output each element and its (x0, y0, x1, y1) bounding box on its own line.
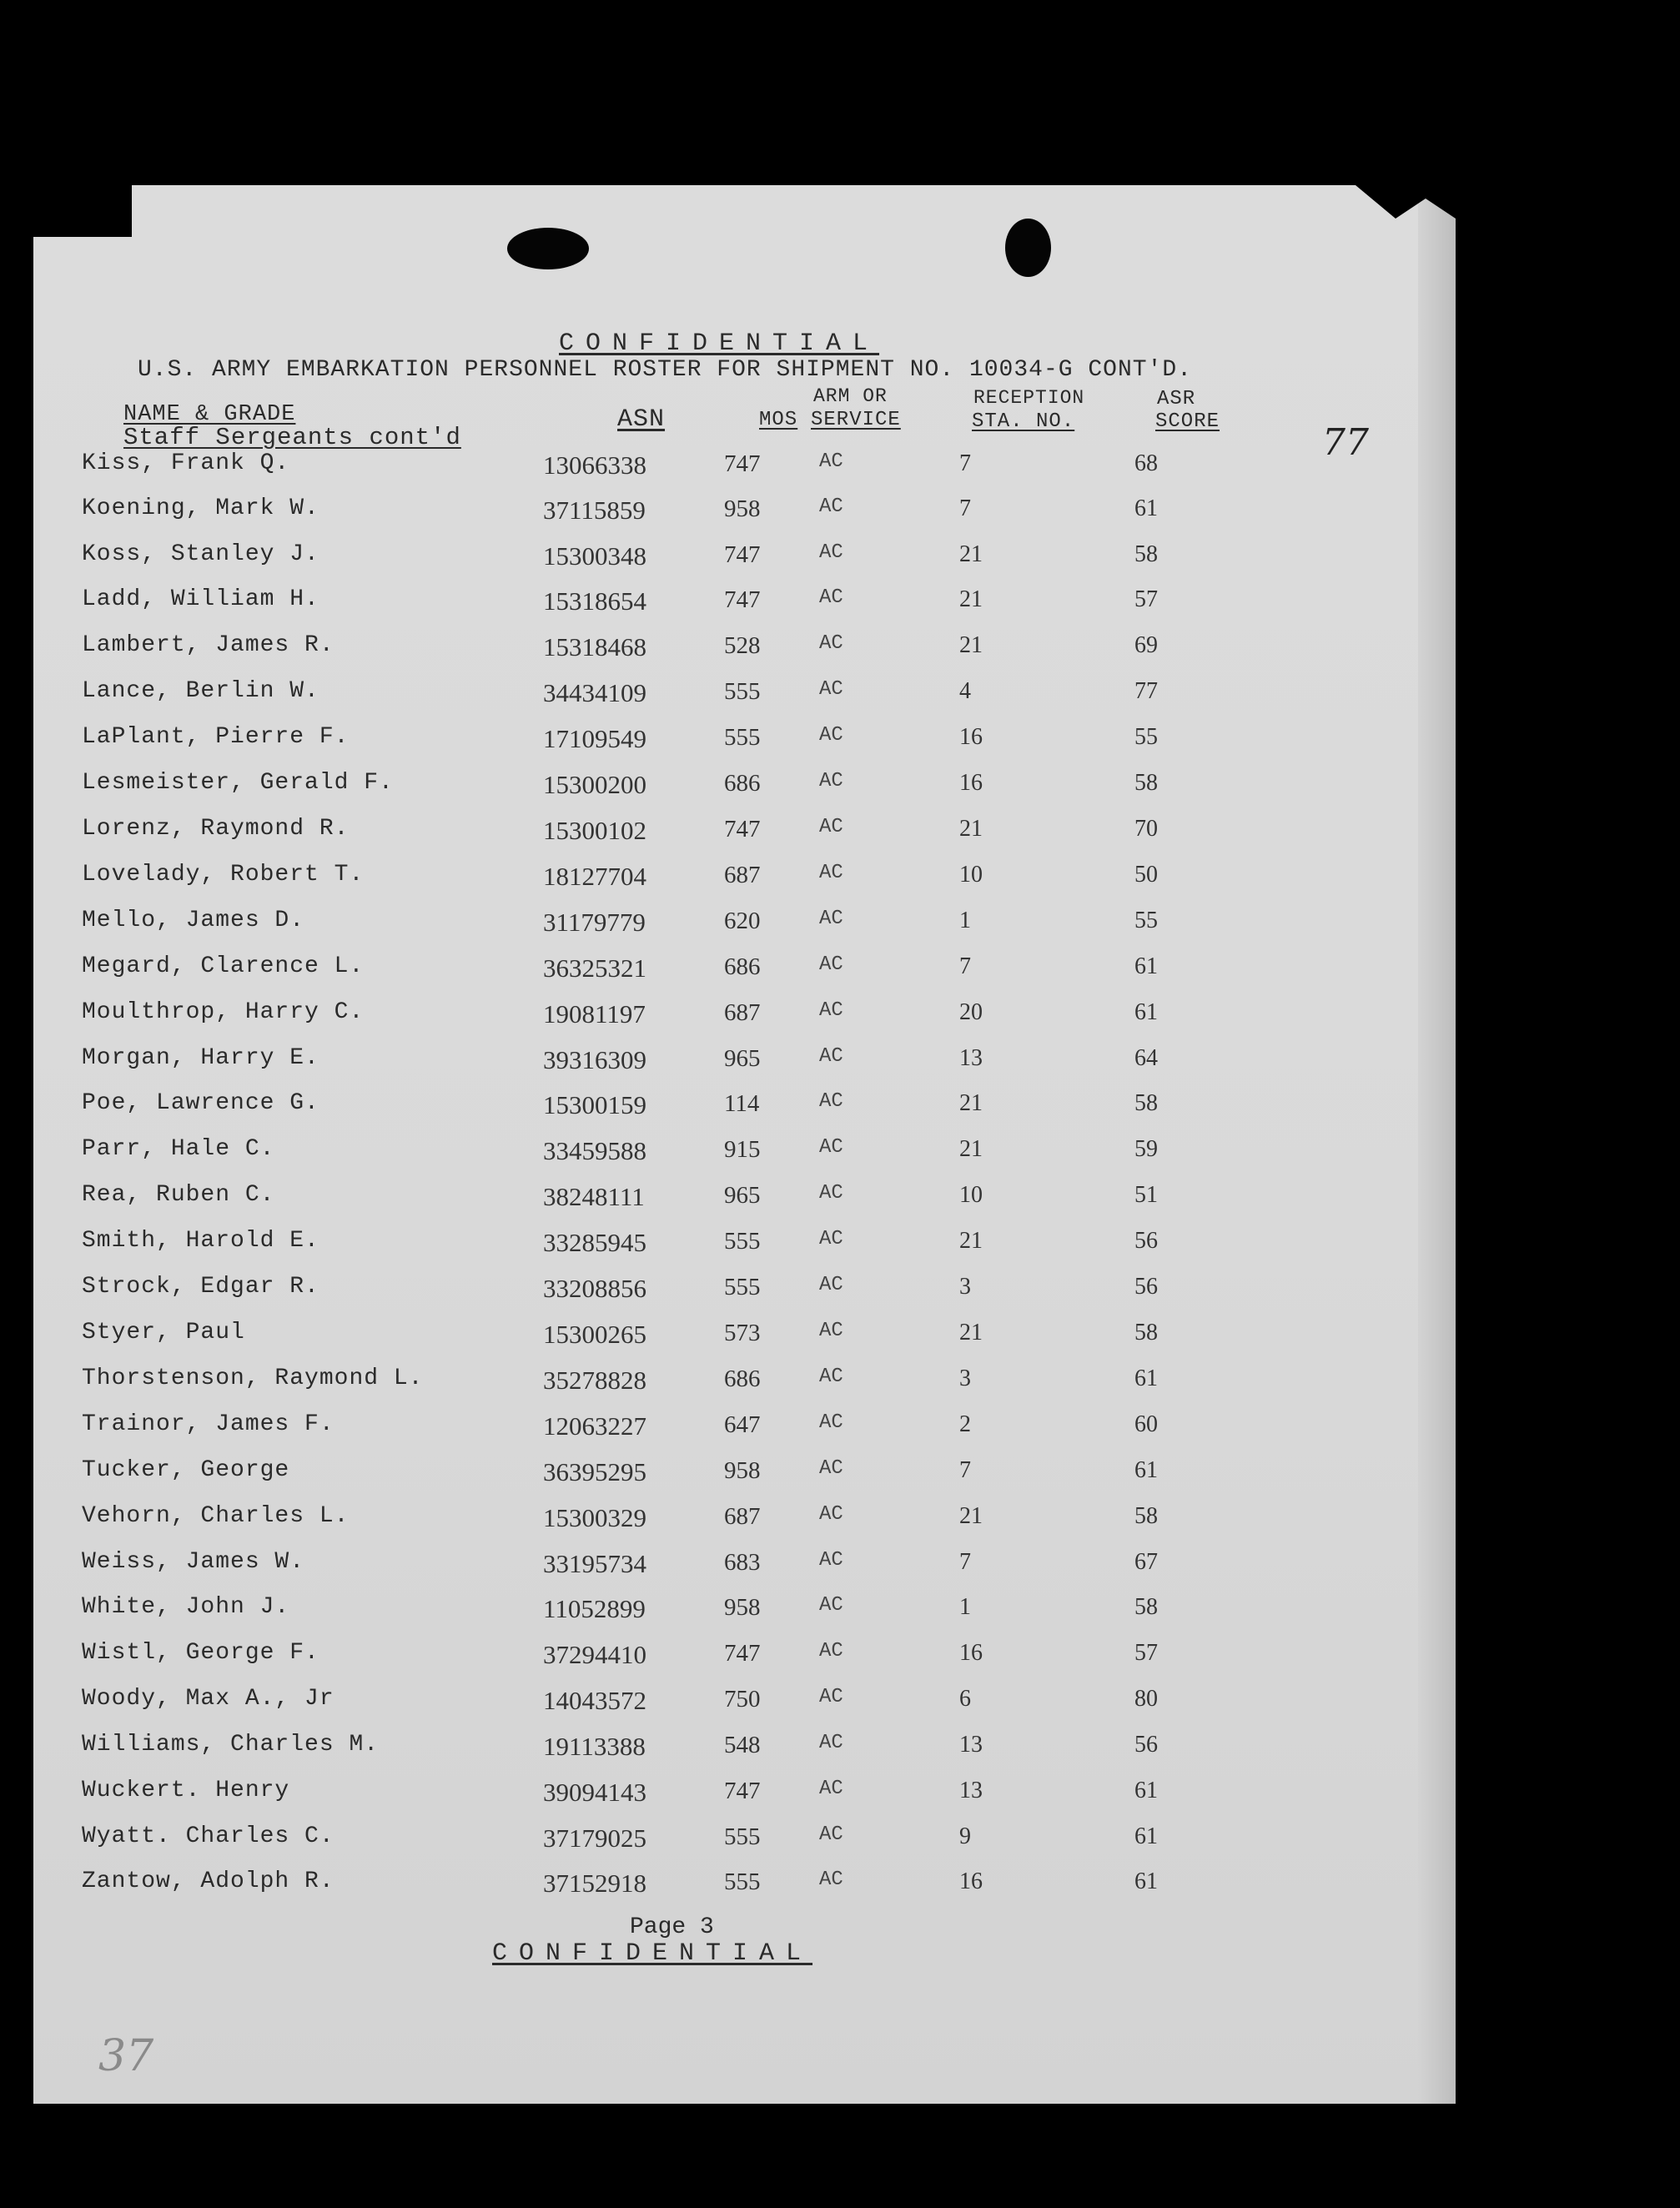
reception-cell: 21 (959, 632, 983, 658)
arm-cell: AC (819, 450, 843, 473)
arm-cell: AC (819, 816, 843, 838)
asr-cell: 61 (1134, 1823, 1158, 1849)
asn-cell: 19113388 (543, 1732, 646, 1761)
name-cell: Parr, Hale C. (82, 1136, 275, 1162)
table-row (0, 1503, 1422, 1537)
asr-cell: 50 (1134, 862, 1158, 888)
col-header-asr-2: SCORE (1155, 410, 1220, 433)
mos-cell: 555 (724, 724, 761, 751)
asr-cell: 64 (1134, 1045, 1158, 1071)
asr-cell: 51 (1134, 1182, 1158, 1208)
asr-cell: 58 (1134, 1503, 1158, 1529)
name-cell: Lesmeister, Gerald F. (82, 770, 394, 796)
arm-cell: AC (819, 586, 843, 609)
col-header-asr-1: ASR (1157, 388, 1196, 410)
asn-cell: 15300200 (543, 770, 646, 799)
mos-cell: 747 (724, 1640, 761, 1667)
arm-cell: AC (819, 862, 843, 884)
asn-cell: 34434109 (543, 678, 646, 707)
asn-cell: 15318468 (543, 632, 646, 661)
col-header-arm-1: ARM OR (813, 385, 888, 407)
col-header-name-grade: NAME & GRADE (123, 402, 296, 427)
name-cell: Wistl, George F. (82, 1640, 319, 1666)
classification-header: CONFIDENTIAL (559, 329, 880, 358)
reception-cell: 3 (959, 1366, 971, 1391)
arm-cell: AC (819, 1320, 843, 1342)
table-row (0, 1090, 1422, 1124)
arm-cell: AC (819, 953, 843, 976)
arm-cell: AC (819, 1274, 843, 1296)
mos-cell: 555 (724, 1869, 761, 1895)
reception-cell: 9 (959, 1823, 971, 1849)
name-cell: Rea, Ruben C. (82, 1182, 275, 1208)
reception-cell: 1 (959, 1594, 971, 1620)
name-cell: Koening, Mark W. (82, 495, 319, 521)
asn-cell: 12063227 (543, 1411, 646, 1441)
name-cell: Megard, Clarence L. (82, 953, 365, 979)
name-cell: Smith, Harold E. (82, 1228, 319, 1254)
reception-cell: 2 (959, 1411, 971, 1437)
table-row (0, 953, 1422, 987)
name-cell: Williams, Charles M. (82, 1732, 380, 1758)
asn-cell: 15300348 (543, 541, 646, 571)
asn-cell: 37152918 (543, 1869, 646, 1898)
table-row (0, 1549, 1422, 1582)
mos-cell: 747 (724, 450, 761, 477)
asn-cell: 37179025 (543, 1823, 646, 1853)
mos-cell: 686 (724, 1366, 761, 1392)
asr-cell: 57 (1134, 1640, 1158, 1666)
asn-cell: 38248111 (543, 1182, 645, 1211)
name-cell: Thorstenson, Raymond L. (82, 1366, 424, 1391)
asn-cell: 33459588 (543, 1136, 646, 1165)
asn-cell: 15300159 (543, 1090, 646, 1119)
asr-cell: 61 (1134, 1457, 1158, 1483)
asn-cell: 13066338 (543, 450, 646, 480)
table-row (0, 724, 1422, 757)
page-number: Page 3 (630, 1914, 714, 1940)
table-row (0, 816, 1422, 849)
mos-cell: 965 (724, 1182, 761, 1209)
table-row (0, 1594, 1422, 1627)
reception-cell: 21 (959, 1320, 983, 1345)
reception-cell: 13 (959, 1778, 983, 1803)
name-cell: Lambert, James R. (82, 632, 334, 658)
table-row (0, 1640, 1422, 1673)
table-row (0, 678, 1422, 712)
classification-footer: CONFIDENTIAL (492, 1939, 813, 1968)
reception-cell: 7 (959, 953, 971, 979)
name-cell: Lovelady, Robert T. (82, 862, 365, 888)
arm-cell: AC (819, 1778, 843, 1800)
table-row (0, 770, 1422, 803)
section-label: Staff Sergeants cont'd (123, 424, 461, 451)
reception-cell: 7 (959, 450, 971, 476)
asn-cell: 37115859 (543, 495, 646, 525)
mos-cell: 687 (724, 1503, 761, 1530)
name-cell: Lorenz, Raymond R. (82, 816, 350, 842)
table-row (0, 1457, 1422, 1491)
arm-cell: AC (819, 1549, 843, 1572)
table-row (0, 1869, 1422, 1902)
arm-cell: AC (819, 1594, 843, 1617)
name-cell: Lance, Berlin W. (82, 678, 319, 704)
asr-cell: 67 (1134, 1549, 1158, 1575)
mos-cell: 555 (724, 678, 761, 705)
handwritten-mark-bottom-left: 37 (98, 2031, 154, 2081)
asn-cell: 11052899 (543, 1594, 646, 1623)
asr-cell: 68 (1134, 450, 1158, 476)
asr-cell: 61 (1134, 1869, 1158, 1894)
name-cell: LaPlant, Pierre F. (82, 724, 350, 750)
name-cell: Ladd, William H. (82, 586, 319, 612)
asr-cell: 70 (1134, 816, 1158, 842)
asn-cell: 15300102 (543, 816, 646, 845)
table-row (0, 1823, 1422, 1857)
name-cell: Wyatt. Charles C. (82, 1823, 334, 1849)
reception-cell: 1 (959, 908, 971, 933)
name-cell: Zantow, Adolph R. (82, 1869, 334, 1894)
asr-cell: 77 (1134, 678, 1158, 704)
mos-cell: 683 (724, 1549, 761, 1576)
asr-cell: 69 (1134, 632, 1158, 658)
mos-cell: 750 (724, 1686, 761, 1713)
arm-cell: AC (819, 541, 843, 564)
mos-cell: 915 (724, 1136, 761, 1163)
reception-cell: 16 (959, 724, 983, 750)
asn-cell: 36395295 (543, 1457, 646, 1486)
reception-cell: 16 (959, 770, 983, 796)
name-cell: Mello, James D. (82, 908, 305, 933)
name-cell: Tucker, George (82, 1457, 290, 1483)
mos-cell: 620 (724, 908, 761, 934)
name-cell: Strock, Edgar R. (82, 1274, 319, 1300)
table-row (0, 862, 1422, 895)
reception-cell: 7 (959, 495, 971, 521)
mos-cell: 686 (724, 953, 761, 980)
handwritten-mark-top-right: 77 (1322, 421, 1369, 464)
reception-cell: 10 (959, 1182, 983, 1208)
mos-cell: 686 (724, 770, 761, 797)
reception-cell: 13 (959, 1045, 983, 1071)
asn-cell: 19081197 (543, 999, 646, 1029)
table-row (0, 999, 1422, 1033)
asr-cell: 59 (1134, 1136, 1158, 1162)
name-cell: Woody, Max A., Jr (82, 1686, 334, 1712)
asn-cell: 36325321 (543, 953, 646, 983)
punch-hole-left (507, 228, 589, 269)
reception-cell: 20 (959, 999, 983, 1025)
arm-cell: AC (819, 1136, 843, 1159)
arm-cell: AC (819, 908, 843, 930)
name-cell: White, John J. (82, 1594, 290, 1620)
reception-cell: 21 (959, 1090, 983, 1116)
table-row (0, 586, 1422, 620)
asn-cell: 15300329 (543, 1503, 646, 1532)
reception-cell: 7 (959, 1549, 971, 1575)
asn-cell: 18127704 (543, 862, 646, 891)
asr-cell: 58 (1134, 1320, 1158, 1345)
arm-cell: AC (819, 724, 843, 747)
mos-cell: 647 (724, 1411, 761, 1438)
asn-cell: 31179779 (543, 908, 646, 937)
table-row (0, 1182, 1422, 1215)
mos-cell: 747 (724, 586, 761, 613)
col-header-asn: ASN (617, 405, 666, 434)
asr-cell: 57 (1134, 586, 1158, 612)
arm-cell: AC (819, 1503, 843, 1526)
mos-cell: 958 (724, 1457, 761, 1484)
asr-cell: 55 (1134, 908, 1158, 933)
asr-cell: 58 (1134, 1594, 1158, 1620)
mos-cell: 747 (724, 541, 761, 568)
mos-cell: 573 (724, 1320, 761, 1346)
arm-cell: AC (819, 1640, 843, 1662)
mos-cell: 687 (724, 862, 761, 888)
name-cell: Wuckert. Henry (82, 1778, 290, 1803)
reception-cell: 21 (959, 1136, 983, 1162)
asn-cell: 35278828 (543, 1366, 646, 1395)
asr-cell: 56 (1134, 1274, 1158, 1300)
asn-cell: 15318654 (543, 586, 646, 616)
arm-cell: AC (819, 1182, 843, 1205)
asr-cell: 61 (1134, 1366, 1158, 1391)
table-row (0, 1228, 1422, 1261)
asn-cell: 33195734 (543, 1549, 646, 1578)
arm-cell: AC (819, 1228, 843, 1250)
arm-cell: AC (819, 1732, 843, 1754)
mos-cell: 687 (724, 999, 761, 1026)
asr-cell: 61 (1134, 953, 1158, 979)
asr-cell: 61 (1134, 495, 1158, 521)
mos-cell: 958 (724, 1594, 761, 1621)
asn-cell: 33285945 (543, 1228, 646, 1257)
reception-cell: 6 (959, 1686, 971, 1712)
reception-cell: 21 (959, 816, 983, 842)
mos-cell: 528 (724, 632, 761, 659)
asn-cell: 17109549 (543, 724, 646, 753)
name-cell: Morgan, Harry E. (82, 1045, 319, 1071)
asr-cell: 61 (1134, 1778, 1158, 1803)
arm-cell: AC (819, 1869, 843, 1891)
arm-cell: AC (819, 1457, 843, 1480)
asn-cell: 37294410 (543, 1640, 646, 1669)
reception-cell: 16 (959, 1869, 983, 1894)
reception-cell: 3 (959, 1274, 971, 1300)
arm-cell: AC (819, 1366, 843, 1388)
arm-cell: AC (819, 1090, 843, 1113)
punch-hole-right (1005, 219, 1051, 277)
reception-cell: 21 (959, 1503, 983, 1529)
asr-cell: 58 (1134, 541, 1158, 567)
name-cell: Styer, Paul (82, 1320, 245, 1345)
table-row (0, 450, 1422, 484)
table-row (0, 1686, 1422, 1719)
col-header-mos: MOS (759, 409, 798, 431)
arm-cell: AC (819, 1686, 843, 1708)
asn-cell: 39094143 (543, 1778, 646, 1807)
mos-cell: 555 (724, 1228, 761, 1255)
page-edge-shadow (1418, 185, 1456, 2104)
table-row (0, 908, 1422, 941)
asr-cell: 58 (1134, 770, 1158, 796)
asn-cell: 15300265 (543, 1320, 646, 1349)
mos-cell: 747 (724, 1778, 761, 1804)
asr-cell: 61 (1134, 999, 1158, 1025)
table-row (0, 1045, 1422, 1079)
name-cell: Weiss, James W. (82, 1549, 305, 1575)
name-cell: Moulthrop, Harry C. (82, 999, 365, 1025)
table-row (0, 1732, 1422, 1765)
reception-cell: 16 (959, 1640, 983, 1666)
arm-cell: AC (819, 495, 843, 518)
mos-cell: 555 (724, 1274, 761, 1300)
arm-cell: AC (819, 999, 843, 1022)
asn-cell: 39316309 (543, 1045, 646, 1074)
col-header-reception-1: RECEPTION (973, 387, 1085, 409)
asr-cell: 60 (1134, 1411, 1158, 1437)
table-row (0, 1366, 1422, 1399)
arm-cell: AC (819, 632, 843, 655)
asr-cell: 56 (1134, 1228, 1158, 1254)
arm-cell: AC (819, 1045, 843, 1068)
arm-cell: AC (819, 1823, 843, 1846)
arm-cell: AC (819, 678, 843, 701)
table-row (0, 541, 1422, 575)
table-row (0, 1411, 1422, 1445)
table-row (0, 1778, 1422, 1811)
mos-cell: 555 (724, 1823, 761, 1850)
reception-cell: 4 (959, 678, 971, 704)
mos-cell: 114 (724, 1090, 760, 1117)
table-row (0, 1274, 1422, 1307)
asr-cell: 80 (1134, 1686, 1158, 1712)
arm-cell: AC (819, 770, 843, 792)
reception-cell: 10 (959, 862, 983, 888)
asr-cell: 58 (1134, 1090, 1158, 1116)
name-cell: Koss, Stanley J. (82, 541, 319, 567)
table-row (0, 1320, 1422, 1353)
name-cell: Poe, Lawrence G. (82, 1090, 319, 1116)
name-cell: Trainor, James F. (82, 1411, 334, 1437)
reception-cell: 21 (959, 586, 983, 612)
name-cell: Vehorn, Charles L. (82, 1503, 350, 1529)
table-row (0, 1136, 1422, 1169)
name-cell: Kiss, Frank Q. (82, 450, 290, 476)
table-row (0, 495, 1422, 529)
table-row (0, 632, 1422, 666)
col-header-reception-2: STA. NO. (972, 410, 1075, 433)
asn-cell: 33208856 (543, 1274, 646, 1303)
mos-cell: 747 (724, 816, 761, 842)
arm-cell: AC (819, 1411, 843, 1434)
mos-cell: 958 (724, 495, 761, 522)
mos-cell: 965 (724, 1045, 761, 1072)
asr-cell: 56 (1134, 1732, 1158, 1758)
reception-cell: 21 (959, 1228, 983, 1254)
col-header-arm-2: SERVICE (811, 409, 901, 431)
reception-cell: 7 (959, 1457, 971, 1483)
torn-corner-top-left (33, 185, 132, 237)
roster-title: U.S. ARMY EMBARKATION PERSONNEL ROSTER FOR SHIPMENT NO. 10034-G CONT'D. (138, 357, 1192, 383)
mos-cell: 548 (724, 1732, 761, 1758)
asr-cell: 55 (1134, 724, 1158, 750)
reception-cell: 21 (959, 541, 983, 567)
asn-cell: 14043572 (543, 1686, 646, 1715)
reception-cell: 13 (959, 1732, 983, 1758)
